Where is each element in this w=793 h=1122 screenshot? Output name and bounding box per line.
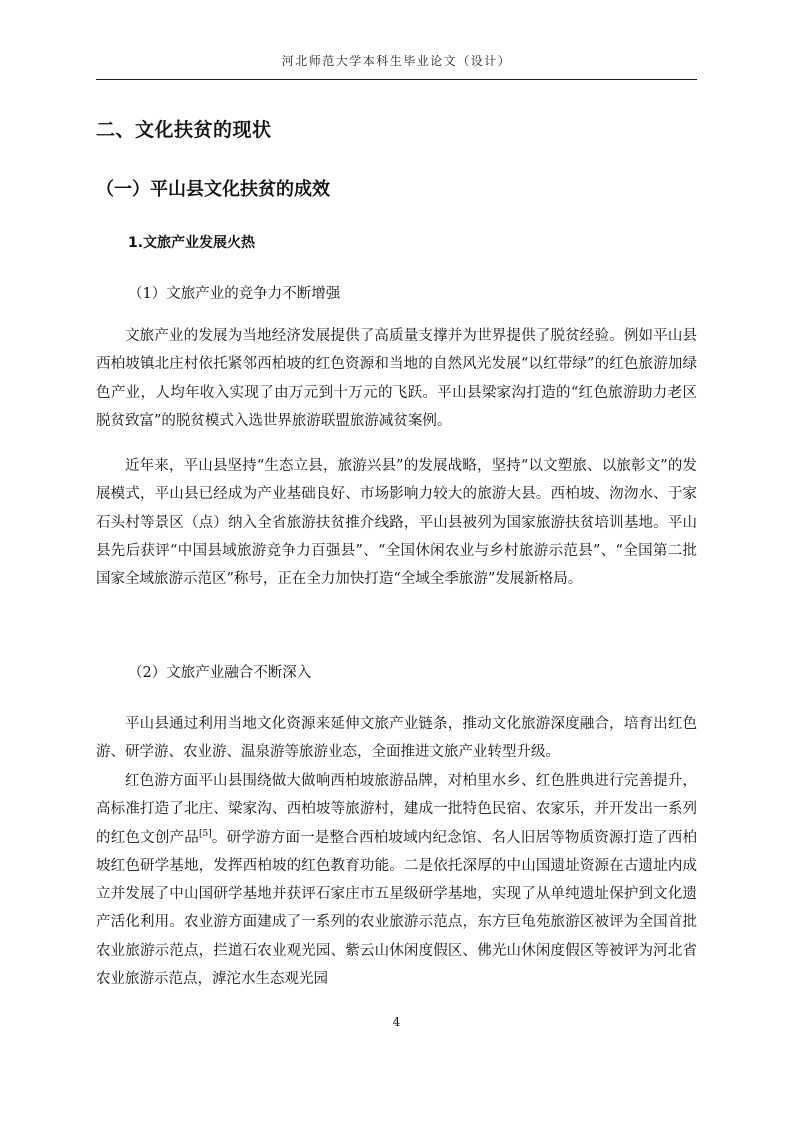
paragraph-text: 。研学游方面一是整合西柏坡域内纪念馆、名人旧居等物质资源打造了西柏坡红色研学基地，发挥西柏坡的红色教育功能。二是依托深厚的中山国遗址资源在古遗址内成立并发展了中山国研学基地并获评石家庄市五星级研学基地，实现了从单纯遗址保护到文化遗产活化利用。农业游方面建成了一系列的农业旅游示范点，东方巨龟苑旅游区被评为全国首批农业旅游示范点，拦道石农业观光园、紫云山休闲度假区、佛光山休闲度假区等被评为河北省农业旅游示范点，滹沱水生态观光园 — [96, 829, 698, 988]
sub-heading-2: （2）文旅产业融合不断深入 — [128, 665, 312, 681]
paragraph: 近年来，平山县坚持“生态立县，旅游兴县”的发展战略，坚持“以文塑旅、以旅彰文”的发展模式，平山县已经成为产业基础良好、市场影响力较大的旅游大县。西柏坡、沕沕水、于家石头村等景区（点）纳入全省旅游扶贫推介线路，平山县被列为国家旅游扶贫培训基地。平山县先后获评“中国县域旅游竞争力百强县”、“全国休闲农业与乡村旅游示范县”、“全国第二批国家全域旅游示范区”称号，正在全力加快打造“全域全季旅游”发展新格局。 — [96, 458, 697, 588]
item-title: 1.文旅产业发展火热 — [128, 235, 256, 251]
citation-ref: [5] — [198, 828, 212, 839]
paragraph — [96, 767, 697, 993]
page-number: 4 — [392, 1015, 401, 1029]
section-title: 二、文化扶贫的现状 — [96, 119, 272, 141]
sub-heading-1: （1）文旅产业的竞争力不断增强 — [128, 286, 341, 302]
subsection-title: （一）平山县文化扶贫的成效 — [96, 179, 330, 200]
header-rule — [96, 79, 697, 80]
paragraph: 平山县通过利用当地文化资源来延伸文旅产业链条，推动文化旅游深度融合，培育出红色游、研学游、农业游、温泉游等旅游业态，全面推进文旅产业转型升级。 — [96, 716, 697, 761]
paragraph: 文旅产业的发展为当地经济发展提供了高质量支撑并为世界提供了脱贫经验。例如平山县西柏坡镇北庄村依托紧邻西柏坡的红色资源和当地的自然风光发展“以红带绿”的红色旅游加绿色产业，人均年收入实现了由万元到十万元的飞跃。平山县梁家沟打造的“红色旅游助力老区脱贫致富”的脱贫模式入选世界旅游联盟旅游减贫案例。 — [96, 328, 697, 429]
running-header: 河北师范大学本科生毕业论文（设计） — [281, 54, 512, 68]
paragraph-text: 红色游方面平山县围绕做大做响西柏坡旅游品牌，对柏里水乡、红色胜典进行完善提升，高标准打造了北庄、梁家沟、西柏坡等旅游村，建成一批特色民宿、农家乐，并开发出一系列的红色文创产品 — [96, 773, 697, 846]
